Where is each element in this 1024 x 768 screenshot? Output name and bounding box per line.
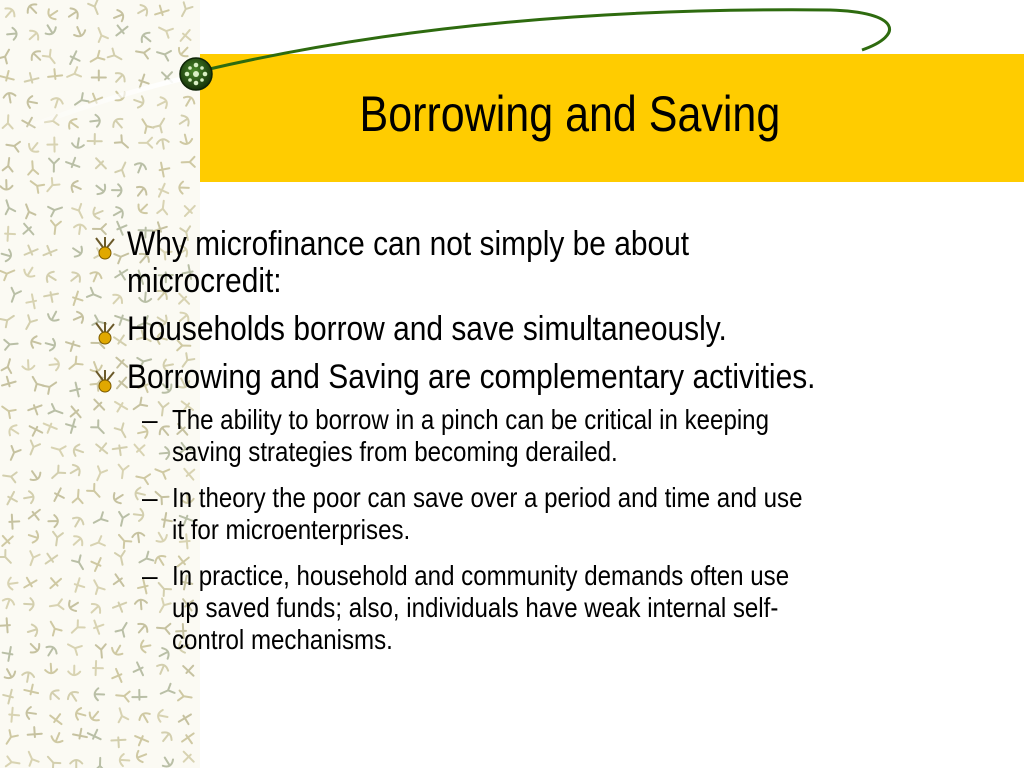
bullet-text: Borrowing and Saving are complementary activities.	[127, 358, 816, 396]
sub-bullet-item	[92, 560, 992, 656]
sprout-bullet-icon	[92, 235, 118, 261]
sprout-bullet-icon	[92, 320, 118, 346]
slide-body	[92, 226, 992, 670]
sub-bullet-item	[92, 482, 992, 546]
sub-bullet-text: In theory the poor can save over a period and time and use it for microenterprises.	[172, 482, 803, 545]
dash-marker: –	[142, 404, 158, 435]
slide-title: Borrowing and Saving	[359, 86, 781, 142]
dash-marker: –	[142, 482, 158, 513]
bullet-text: Why microfinance can not simply be about microcredit:	[127, 225, 690, 300]
bullet-item	[92, 226, 992, 300]
sub-bullet-item	[92, 404, 992, 468]
green-orb-icon	[180, 58, 212, 90]
dash-marker: –	[142, 560, 158, 591]
bullet-item	[92, 311, 992, 348]
green-curve-line	[205, 10, 890, 70]
bullet-text: Households borrow and save simultaneously.	[127, 310, 727, 348]
sprout-bullet-icon	[92, 368, 118, 394]
sub-bullet-text: The ability to borrow in a pinch can be critical in keeping saving strategies from becoming derailed.	[172, 404, 769, 467]
sub-bullet-text: In practice, household and community demands often use up saved funds; also, individuals have weak internal self- control mechanisms.	[172, 560, 790, 655]
bullet-item	[92, 359, 992, 396]
